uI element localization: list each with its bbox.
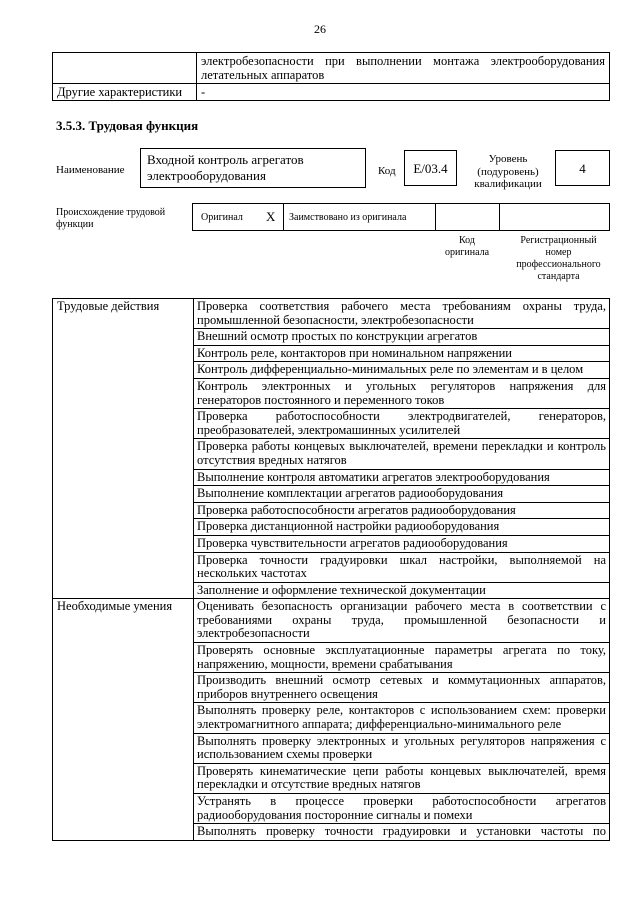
labor-action-label: Трудовые действия: [53, 299, 194, 599]
labor-action-item: Проверка работоспособности агрегатов радиооборудования: [194, 502, 610, 519]
other-characteristics-label: Другие характеристики: [53, 84, 197, 101]
labor-action-item: Проверка чувствительности агрегатов радиооборудования: [194, 535, 610, 552]
divider: [283, 204, 284, 230]
table-row: [53, 53, 610, 84]
labor-action-item: Выполнение контроля автоматики агрегатов электрооборудования: [194, 469, 610, 486]
labor-action-item: Контроль электронных и угольных регуляторов напряжения для генераторов постоянного и переменного токов: [194, 378, 610, 408]
section-title: 3.5.3. Трудовая функция: [56, 118, 199, 133]
name-label: Наименование: [56, 164, 125, 176]
original-mark: X: [266, 209, 276, 224]
required-skill-item: Выполнять проверку электронных и угольных регуляторов напряжения с использованием схемы проверки: [194, 733, 610, 763]
labor-action-item: Внешний осмотр простых по конструкции агрегатов: [194, 329, 610, 346]
labor-action-item: Проверка соответствия рабочего места требованиям охраны труда, промышленной безопасности, электробезопасности: [194, 299, 610, 329]
required-skill-item: Проверять основные эксплуатационные параметры агрегата по току, напряжению, мощности, времени срабатывания: [194, 643, 610, 673]
labor-action-item: Проверка работоспособности электродвигателей, генераторов, преобразователей, электромашинных усилителей: [194, 409, 610, 439]
continuation-text: электробезопасности при выполнении монтажа электрооборудования летательных аппаратов: [197, 53, 610, 84]
required-skill-label: Необходимые умения: [53, 599, 194, 841]
labor-function-table: [52, 298, 610, 841]
labor-action-item: Контроль реле, контакторов при номинальном напряжении: [194, 345, 610, 362]
divider: [499, 204, 500, 230]
top-continuation-table: [52, 52, 610, 101]
page-number: 26: [314, 22, 326, 36]
table-row: [53, 599, 610, 643]
labor-action-item: Проверка работы концевых выключателей, времени перекладки и контроль отсутствия вредных натягов: [194, 439, 610, 469]
table-row: [53, 299, 610, 329]
table-row: [53, 84, 610, 101]
labor-action-item: Выполнение комплектации агрегатов радиооборудования: [194, 486, 610, 503]
required-skill-item: Выполнять проверку реле, контакторов с использованием схем: проверки электромагнитного аппарата; дифференциально-минимального реле: [194, 703, 610, 733]
original-label: Оригинал: [201, 212, 243, 223]
origin-label: Происхождение трудовой функции: [56, 207, 166, 230]
code-label: Код: [378, 165, 396, 177]
other-characteristics-value: -: [197, 84, 610, 101]
borrowed-label: Заимствовано из оригинала: [289, 212, 407, 223]
empty-cell: [53, 53, 197, 84]
required-skill-item: Выполнять проверку точности градуировки и установки частоты по: [194, 824, 610, 841]
labor-action-item: Заполнение и оформление технической документации: [194, 582, 610, 599]
qualification-level-label: Уровень (подуровень) квалификации: [474, 153, 542, 190]
qualification-level-value: 4: [555, 150, 610, 186]
required-skill-item: Оценивать безопасность организации рабочего места в соответствии с требованиями охраны труда, промышленной безопасности и электробезопасности: [194, 599, 610, 643]
function-name-value: Входной контроль агрегатов электрооборудования: [140, 148, 366, 188]
labor-action-item: Проверка точности градуировки шкал настройки, выполняемой на нескольких частотах: [194, 552, 610, 582]
reg-number-label: Регистрационный номер профессионального стандарта: [516, 235, 601, 282]
required-skill-item: Устранять в процессе проверки работоспособности агрегатов радиооборудования посторонние сигналы и помехи: [194, 794, 610, 824]
required-skill-item: Производить внешний осмотр сетевых и коммутационных аппаратов, приборов внутреннего освещения: [194, 673, 610, 703]
labor-action-item: Проверка дистанционной настройки радиооборудования: [194, 519, 610, 536]
origin-box: [192, 203, 610, 231]
required-skill-item: Проверять кинематические цепи работы концевых выключателей, время перекладки и отсутствие вредных натягов: [194, 763, 610, 793]
code-original-label: Код оригинала: [444, 235, 490, 258]
labor-action-item: Контроль дифференциально-минимальных реле по элементам и в целом: [194, 362, 610, 379]
divider: [435, 204, 436, 230]
function-code-value: E/03.4: [404, 150, 457, 186]
